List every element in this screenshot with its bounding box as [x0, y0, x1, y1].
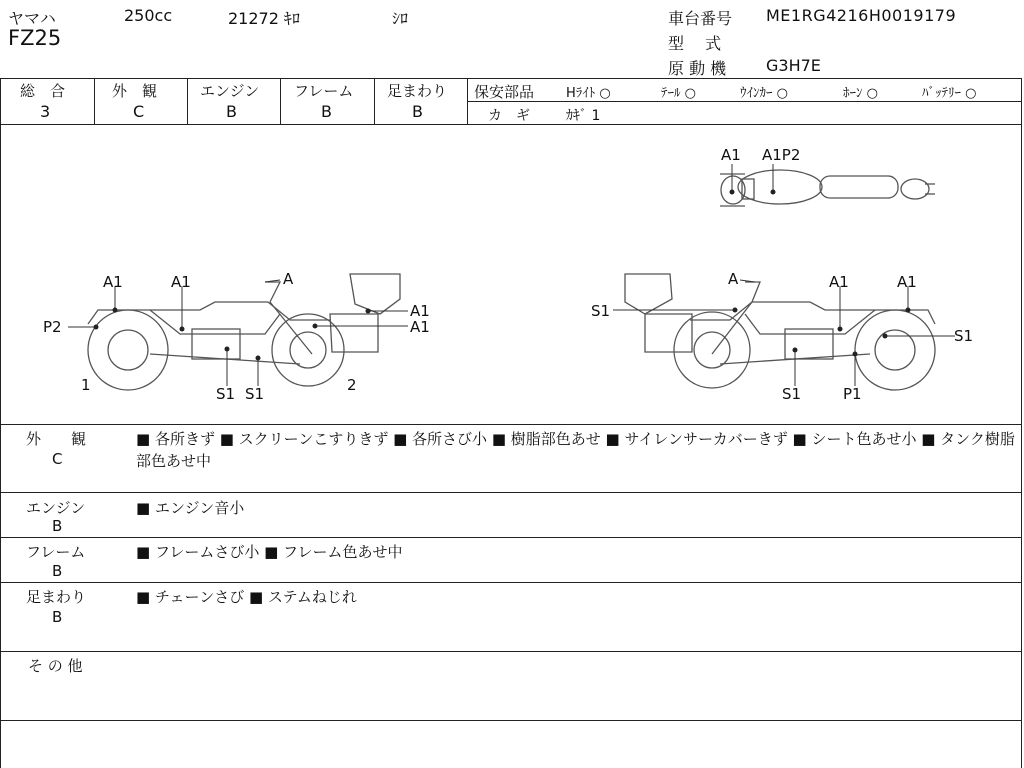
motorcycle-top-view-icon	[720, 170, 935, 206]
divider	[0, 78, 1022, 79]
mark-top-1: A1	[721, 146, 741, 164]
frame-no: ME1RG4216H0019179	[766, 6, 957, 25]
mark-right-5: S1	[954, 327, 974, 345]
mark-right-2: A1	[829, 273, 849, 291]
motorcycle-diagram	[0, 124, 1024, 424]
section-text-engine: ■ エンジン音小	[136, 499, 245, 517]
divider	[467, 78, 468, 125]
grade-value-frame: B	[321, 102, 332, 121]
divider	[0, 720, 1022, 721]
mark-left-3: A	[283, 270, 294, 288]
grade-label-overall: 総 合	[20, 82, 66, 100]
key-value: ｶｷﾞ 1	[566, 108, 601, 124]
safety-item-tail: ﾃｰﾙ ○	[661, 86, 696, 101]
mark-top-2: A1P2	[762, 146, 801, 164]
mark-left-10: 2	[347, 376, 357, 394]
section-label-suspension: 足まわり	[26, 588, 87, 606]
grade-label-engine: エンジン	[200, 82, 260, 100]
divider	[0, 424, 1022, 425]
mark-right-6: S1	[782, 385, 802, 403]
mark-right-4: S1	[591, 302, 611, 320]
section-label-frame: フレーム	[26, 543, 86, 561]
motorcycle-right-side-icon	[625, 274, 935, 390]
type-label: 型 式	[668, 34, 722, 53]
mark-left-4: P2	[43, 318, 62, 336]
mark-left-6: A1	[410, 318, 430, 336]
mark-left-5: A1	[410, 302, 430, 320]
section-text-suspension: ■ チェーンさび ■ ステムねじれ	[136, 588, 357, 606]
engine-label: 原 動 機	[668, 59, 727, 78]
displacement: 250cc	[124, 6, 173, 25]
battery-mark: ○	[965, 86, 977, 101]
leader-lines	[68, 164, 955, 386]
motorcycle-left-side-icon	[88, 274, 400, 390]
divider	[0, 651, 1022, 652]
tail-mark: ○	[684, 86, 696, 101]
grade-label-suspension: 足まわり	[387, 82, 448, 100]
section-grade-engine: B	[52, 517, 63, 535]
safety-item-headlight: Hﾗｲﾄ ○	[566, 86, 611, 101]
divider	[94, 78, 95, 125]
winker-mark: ○	[776, 86, 788, 101]
mark-right-3: A1	[897, 273, 917, 291]
section-text-exterior: ■ 各所きず ■ スクリーンこすりきず ■ 各所さび小 ■ 樹脂部色あせ ■ サイレンサーカバーきず ■ シート色あせ小 ■ タンク樹脂部色あせ中	[136, 430, 1015, 470]
mark-right-7: P1	[843, 385, 862, 403]
safety-label: 保安部品	[474, 83, 535, 101]
grade-value-exterior: C	[133, 102, 145, 121]
grade-value-overall: 3	[40, 102, 51, 121]
body-color: ｼﾛ	[392, 9, 409, 28]
key-label: カ ギ	[488, 108, 530, 124]
engine-no: G3H7E	[766, 56, 821, 75]
divider	[0, 582, 1022, 583]
grade-value-engine: B	[226, 102, 237, 121]
safety-item-winker: ｳｲﾝｶｰ ○	[740, 86, 788, 101]
safety-item-battery: ﾊﾞｯﾃﾘｰ ○	[922, 86, 977, 101]
frame-no-label: 車台番号	[668, 9, 733, 28]
divider	[280, 78, 281, 125]
mark-right-1: A	[728, 270, 739, 288]
grade-label-exterior: 外 観	[112, 82, 158, 100]
mileage: 21272 ｷﾛ	[228, 9, 300, 28]
divider	[468, 101, 1022, 102]
mark-left-9: S1	[245, 385, 265, 403]
grade-value-suspension: B	[412, 102, 423, 121]
model-name: FZ25	[8, 26, 62, 50]
mark-left-8: S1	[216, 385, 236, 403]
divider	[0, 537, 1022, 538]
mark-left-1: A1	[103, 273, 123, 291]
section-label-other: そ の 他	[28, 657, 83, 675]
grade-label-frame: フレーム	[294, 82, 354, 100]
section-grade-suspension: B	[52, 608, 63, 626]
section-text-frame: ■ フレームさび小 ■ フレーム色あせ中	[136, 543, 403, 561]
section-grade-exterior: C	[52, 450, 63, 468]
safety-item-horn: ﾎｰﾝ ○	[843, 86, 878, 101]
divider	[187, 78, 188, 125]
section-label-exterior: 外 観	[26, 430, 87, 448]
headlight-mark: ○	[599, 86, 611, 101]
mark-left-2: A1	[171, 273, 191, 291]
horn-mark: ○	[866, 86, 878, 101]
divider	[0, 492, 1022, 493]
section-label-engine: エンジン	[26, 499, 86, 517]
mark-left-7: 1	[81, 376, 91, 394]
divider	[374, 78, 375, 125]
maker-name: ヤマハ	[8, 9, 56, 28]
section-grade-frame: B	[52, 562, 63, 580]
